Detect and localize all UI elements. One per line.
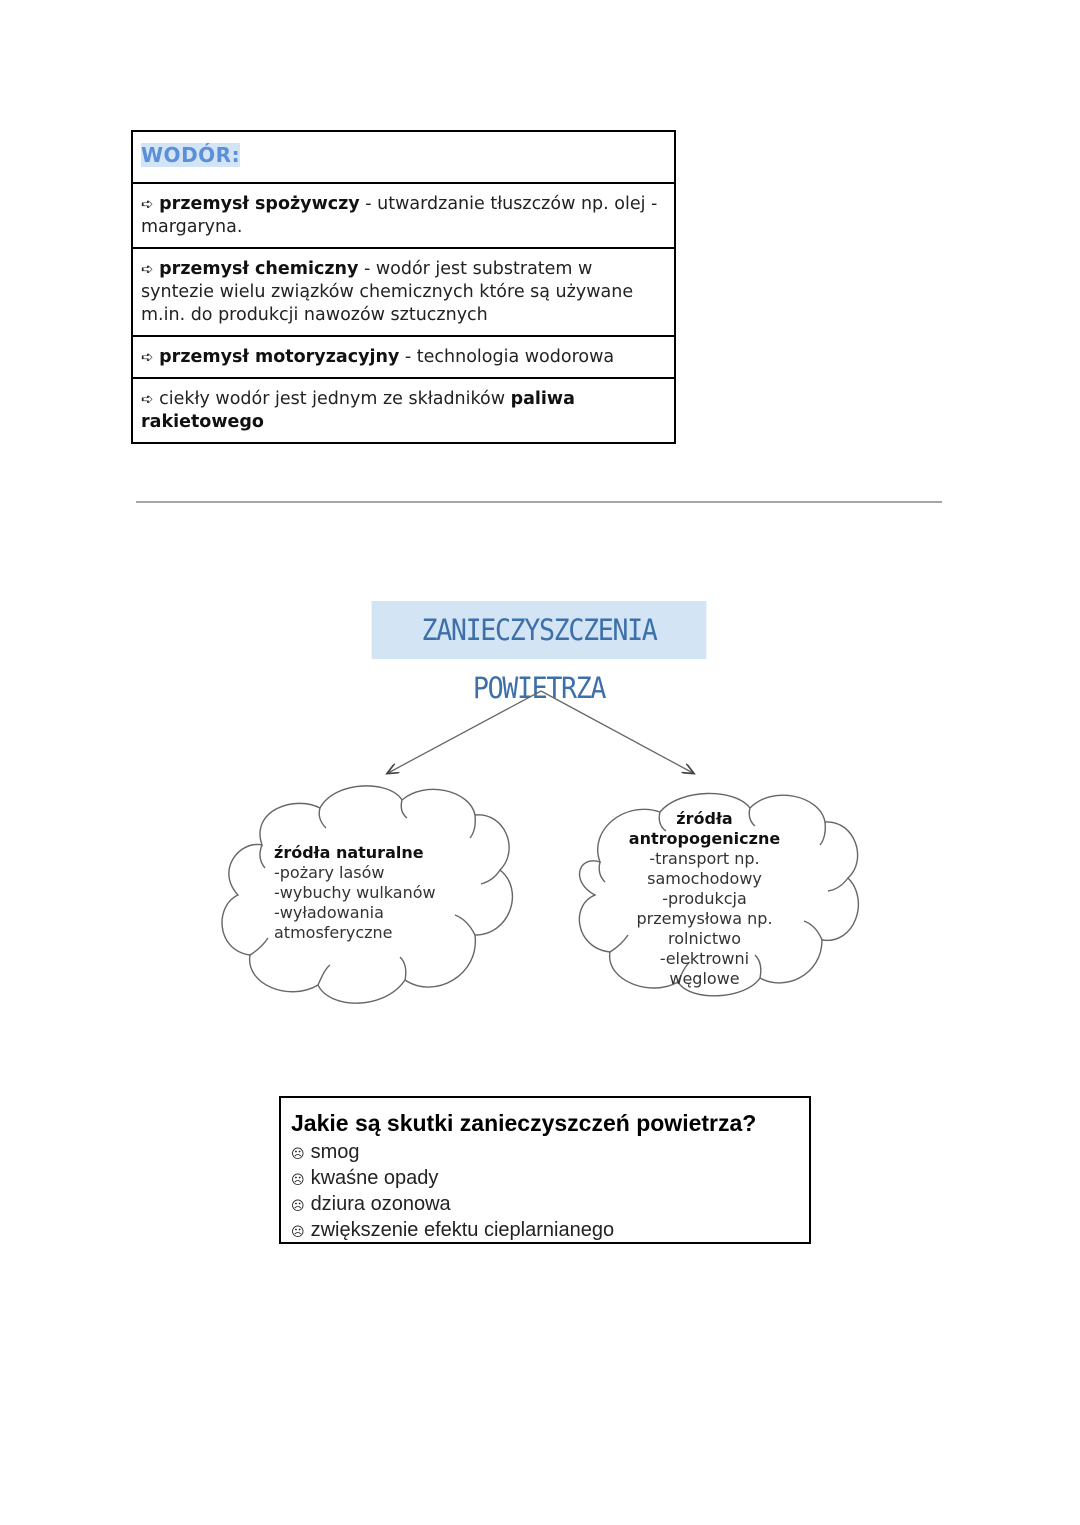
cloud-line: rolnictwo	[668, 929, 741, 948]
right-branch-arrow	[541, 691, 693, 773]
cloud-line: przemysłowa np.	[636, 909, 773, 928]
cloud-line: węglowe	[669, 969, 740, 988]
row-keyword: paliwa rakietowego	[141, 389, 575, 432]
arrow-icon: ➪	[141, 348, 154, 366]
effects-box	[279, 1096, 811, 1244]
cloud-line: -transport np.	[649, 849, 760, 868]
natural-sources-heading: źródła naturalne	[274, 843, 424, 862]
effect-item	[291, 1166, 809, 1192]
cloud-line: -wyładowania	[274, 903, 384, 922]
left-branch-arrow	[388, 691, 541, 773]
hydrogen-title: WODÓR:	[141, 143, 241, 167]
cloud-line: -produkcja	[662, 889, 747, 908]
effect-label: kwaśne opady	[310, 1167, 439, 1189]
row-keyword: przemysł motoryzacyjny	[159, 347, 400, 367]
row-description: - wodór jest substratem w syntezie wielu związków chemicznych które są używane m.in. do produkcji nawozów sztucznych	[141, 259, 634, 325]
anthropogenic-heading-line2: antropogeniczne	[628, 829, 781, 848]
air-pollution-title: ZANIECZYSZCZENIA POWIETRZA	[372, 601, 707, 659]
effect-item	[291, 1140, 809, 1166]
cloud-line: atmosferyczne	[274, 923, 393, 942]
anthropogenic-sources-text	[612, 809, 797, 989]
effect-label: smog	[310, 1141, 360, 1163]
row-description: ciekły wodór jest jednym ze składników	[153, 389, 511, 409]
cloud-line: samochodowy	[647, 869, 762, 888]
row-description: - utwardzanie tłuszczów np. olej - margaryna.	[141, 194, 658, 237]
effect-label: dziura ozonowa	[310, 1193, 451, 1215]
row-keyword: przemysł spożywczy	[159, 194, 360, 214]
row-keyword: przemysł chemiczny	[159, 259, 359, 279]
effect-item	[291, 1218, 809, 1244]
arrow-icon: ➪	[141, 195, 154, 213]
sad-face-icon: ☹	[291, 1224, 305, 1239]
arrow-icon: ➪	[141, 260, 154, 278]
sad-face-icon: ☹	[291, 1198, 305, 1213]
natural-sources-text	[274, 843, 484, 943]
arrow-icon: ➪	[141, 390, 154, 408]
sad-face-icon: ☹	[291, 1146, 305, 1161]
row-description: - technologia wodorowa	[399, 347, 615, 367]
cloud-line: -elektrowni	[659, 949, 750, 968]
cloud-line: -pożary lasów	[274, 863, 385, 882]
anthropogenic-heading-line1: źródła	[676, 809, 733, 828]
effect-label: zwiększenie efektu cieplarnianego	[310, 1219, 615, 1241]
cloud-line: -wybuchy wulkanów	[274, 883, 436, 902]
sad-face-icon: ☹	[291, 1172, 305, 1187]
effect-item	[291, 1192, 809, 1218]
effects-question: Jakie są skutki zanieczyszczeń powietrza?	[291, 1110, 757, 1136]
